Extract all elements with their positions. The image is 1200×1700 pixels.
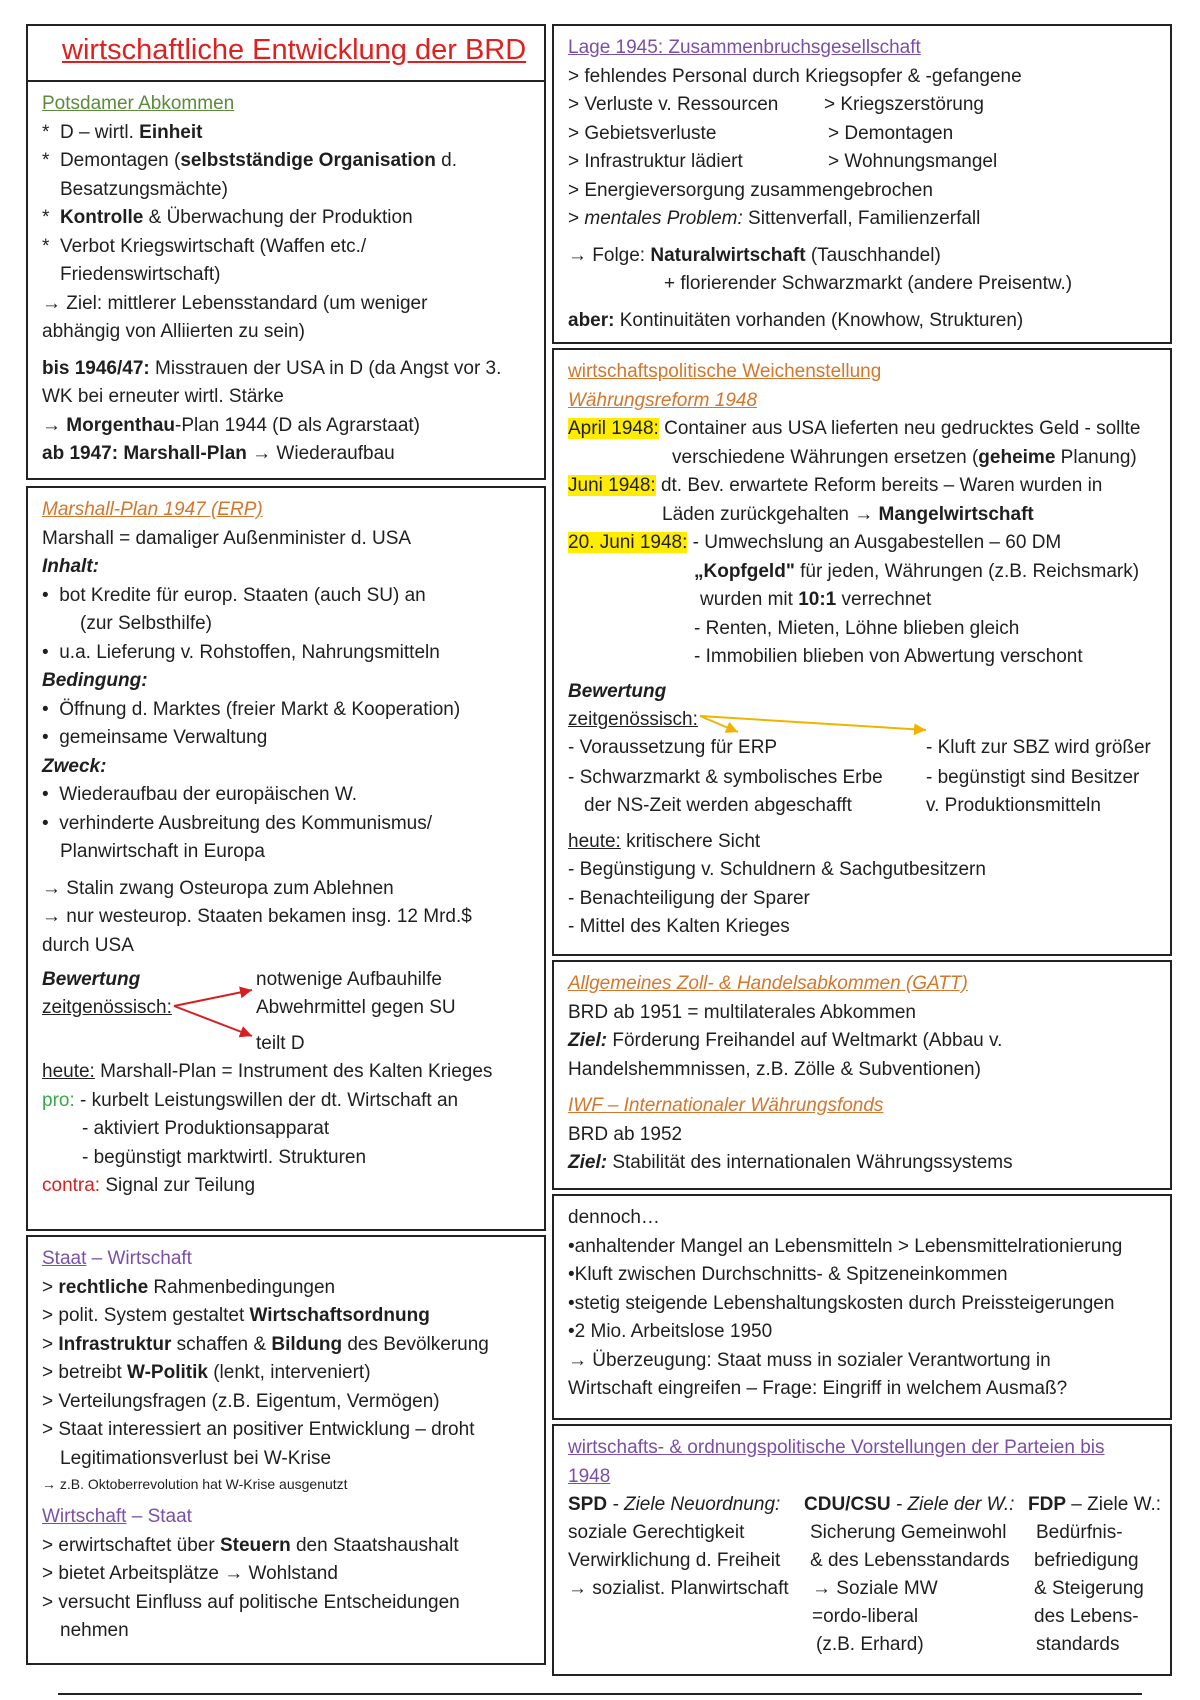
list-item: > rechtliche Rahmenbedingungen: [42, 1276, 336, 1298]
folge-line: → Folge: Naturalwirtschaft (Tauschhandel): [568, 244, 941, 266]
gatt-heading: Allgemeines Zoll- & Handelsabkommen (GATT): [568, 973, 968, 994]
cdu-item: =ordo-liberal: [812, 1606, 919, 1627]
timeline-entry: Juni 1948: dt. Bev. erwartete Reform bereits – Waren wurden in: [568, 475, 1103, 496]
subheading: Zweck:: [42, 755, 107, 777]
timeline-cont: - Renten, Mieten, Löhne blieben gleich: [694, 617, 1020, 639]
staat-heading: Staat – Wirtschaft: [42, 1248, 192, 1269]
weichen-section: [552, 348, 1172, 956]
eval-item: - begünstigt sind Besitzer: [926, 766, 1140, 788]
subheading: Bedingung:: [42, 670, 148, 691]
list-item: > Energieversorgung zusammengebrochen: [568, 179, 933, 201]
cdu-item: (z.B. Erhard): [816, 1634, 924, 1655]
pro-line: - begünstigt marktwirtl. Strukturen: [82, 1146, 367, 1168]
fdp-item: standards: [1036, 1634, 1120, 1655]
staat-section: [26, 1235, 546, 1665]
text-line: BRD ab 1951 = multilaterales Abkommen: [568, 1001, 916, 1023]
text-line: → nur westeurop. Staaten bekamen insg. 12 Mrd.$: [42, 906, 472, 927]
list-item: * Kontrolle & Überwachung der Produktion: [42, 207, 413, 228]
parteien-section: [552, 1424, 1172, 1676]
list-item: > bietet Arbeitsplätze → Wohlstand: [42, 1563, 338, 1584]
text-line: Handelshemmnissen, z.B. Zölle & Subventionen): [568, 1058, 981, 1080]
dennoch-heading: dennoch…: [568, 1207, 660, 1228]
list-item: •2 Mio. Arbeitslose 1950: [568, 1321, 773, 1342]
page-title-box: [26, 24, 546, 80]
list-item: •stetig steigende Lebenshaltungskosten durch Preissteigerungen: [568, 1292, 1115, 1314]
list-row: > Verluste v. Ressourcen > Kriegszerstörung: [568, 94, 984, 115]
list-item: > Infrastruktur schaffen & Bildung des Bevölkerung: [42, 1333, 489, 1355]
text-line: Ziel: Förderung Freihandel auf Weltmarkt (Abbau v.: [568, 1030, 1003, 1051]
eval-item: - Schwarzmarkt & symbolisches Erbe: [568, 766, 883, 788]
list-item: * D – wirtl. Einheit: [42, 121, 203, 143]
text-line: Wirtschaft eingreifen – Frage: Eingriff in welchem Ausmaß?: [568, 1378, 1068, 1399]
fdp-header: FDP – Ziele W.:: [1028, 1494, 1162, 1515]
marshall-section: [26, 486, 546, 1231]
eval-item: Abwehrmittel gegen SU: [256, 997, 456, 1018]
list-item: > mentales Problem: Sittenverfall, Familienzerfall: [568, 208, 981, 229]
text-line: heute: kritischere Sicht: [568, 830, 761, 852]
page-title: wirtschaftliche Entwicklung der BRD: [62, 34, 527, 66]
ziel-line: abhängig von Alliierten zu sein): [42, 321, 306, 342]
list-item: • bot Kredite für europ. Staaten (auch SU) an: [42, 584, 426, 606]
list-item: • Öffnung d. Marktes (freier Markt & Kooperation): [42, 698, 461, 720]
eval-item: notwenige Aufbauhilfe: [256, 969, 442, 990]
ziel-line: → Ziel: mittlerer Lebensstandard (um weniger: [42, 292, 428, 314]
list-item: • gemeinsame Verwaltung: [42, 727, 268, 748]
list-item-cont: Legitimationsverlust bei W-Krise: [60, 1447, 332, 1469]
eval-item: teilt D: [256, 1033, 305, 1054]
list-item-cont: nehmen: [60, 1620, 129, 1641]
list-item: > betreibt W-Politik (lenkt, interveniert): [42, 1362, 371, 1383]
red-arrows: [172, 966, 262, 1046]
list-item: > versucht Einfluss auf politische Entscheidungen: [42, 1591, 460, 1613]
potsdam-section: [26, 80, 546, 480]
dennoch-section: [552, 1194, 1172, 1420]
text-line: WK bei erneuter wirtl. Stärke: [42, 386, 284, 407]
list-item-cont: Besatzungsmächte): [60, 178, 228, 200]
list-item: • verhinderte Ausbreitung des Kommunismus/: [42, 812, 433, 834]
list-item: - Benachteiligung der Sparer: [568, 887, 810, 909]
text-line: heute: Marshall-Plan = Instrument des Kalten Krieges: [42, 1061, 493, 1082]
cdu-header: CDU/CSU - Ziele der W.:: [804, 1494, 1015, 1515]
yellow-arrows: [698, 708, 938, 748]
timeline-cont: wurden mit 10:1 verrechnet: [700, 589, 932, 610]
list-item: * Verbot Kriegswirtschaft (Waffen etc./: [42, 235, 367, 257]
parteien-heading: wirtschafts- & ordnungspolitische Vorstellungen der Parteien bis: [568, 1437, 1105, 1458]
eval-item: - Kluft zur SBZ wird größer: [926, 736, 1151, 758]
bewertung-block: [568, 678, 1156, 828]
pro-line: pro: - kurbelt Leistungswillen der dt. Wirtschaft an: [42, 1089, 459, 1111]
spd-item: soziale Gerechtigkeit: [568, 1522, 745, 1543]
text-line: → Stalin zwang Osteuropa zum Ablehnen: [42, 877, 394, 899]
pro-line: - aktiviert Produktionsapparat: [82, 1118, 330, 1139]
iwf-heading: IWF – Internationaler Währungsfonds: [568, 1095, 884, 1116]
cdu-item: & des Lebensstandards: [810, 1550, 1010, 1571]
list-item: •Kluft zwischen Durchschnitts- & Spitzeneinkommen: [568, 1264, 1008, 1285]
list-item: > polit. System gestaltet Wirtschaftsordnung: [42, 1305, 430, 1326]
bewertung-label: Bewertung: [42, 969, 141, 990]
zeitgen-label: zeitgenössisch:: [42, 997, 172, 1018]
list-item: - Mittel des Kalten Krieges: [568, 916, 790, 937]
list-item: > erwirtschaftet über Steuern den Staatshaushalt: [42, 1534, 459, 1556]
list-item: - Begünstigung v. Schuldnern & Sachgutbesitzern: [568, 859, 986, 880]
list-item: > Staat interessiert an positiver Entwicklung – droht: [42, 1419, 475, 1440]
subheading: Inhalt:: [42, 556, 99, 577]
fdp-item: Bedürfnis-: [1036, 1522, 1123, 1543]
timeline-cont: Läden zurückgehalten → Mangelwirtschaft: [662, 503, 1034, 525]
gatt-section: [552, 960, 1172, 1190]
list-item: > Verteilungsfragen (z.B. Eigentum, Vermögen): [42, 1390, 440, 1412]
cdu-item: Sicherung Gemeinwohl: [810, 1522, 1007, 1543]
wirtschaft-heading: Wirtschaft – Staat: [42, 1506, 192, 1527]
eval-item: der NS-Zeit werden abgeschafft: [584, 794, 852, 816]
text-line: bis 1946/47: Misstrauen der USA in D (da Angst vor 3.: [42, 357, 502, 379]
contra-line: contra: Signal zur Teilung: [42, 1175, 256, 1196]
text-line: BRD ab 1952: [568, 1123, 683, 1145]
note-line: → z.B. Oktoberrevolution hat W-Krise ausgenutzt: [42, 1476, 348, 1492]
text-line: → Morgenthau-Plan 1944 (D als Agrarstaat): [42, 414, 421, 436]
list-item-cont: Friedenswirtschaft): [60, 264, 221, 285]
folge-line: + florierender Schwarzmarkt (andere Preisentw.): [664, 273, 1073, 294]
eval-item: - Voraussetzung für ERP: [568, 736, 778, 758]
list-item: * Demontagen (selbstständige Organisation d.: [42, 150, 457, 171]
text-line: ab 1947: Marshall-Plan → Wiederaufbau: [42, 443, 395, 464]
list-item: • u.a. Lieferung v. Rohstoffen, Nahrungsmitteln: [42, 641, 440, 663]
bottom-divider: [58, 1693, 1142, 1695]
text-line: durch USA: [42, 934, 134, 956]
list-row: > Infrastruktur lädiert > Wohnungsmangel: [568, 151, 998, 172]
zeitgen-label: zeitgenössisch:: [568, 708, 698, 730]
spd-header: SPD - Ziele Neuordnung:: [568, 1494, 781, 1515]
potsdam-heading: Potsdamer Abkommen: [42, 93, 235, 114]
spd-item: Verwirklichung d. Freiheit: [568, 1550, 781, 1571]
fdp-item: & Steigerung: [1034, 1578, 1144, 1599]
timeline-entry: 20. Juni 1948: - Umwechslung an Ausgabestellen – 60 DM: [568, 532, 1062, 553]
list-item-cont: Planwirtschaft in Europa: [60, 841, 265, 862]
parteien-heading-cont: 1948: [568, 1465, 611, 1487]
bewertung-block: [42, 966, 530, 1058]
lage-section: [552, 24, 1172, 344]
list-item: •anhaltender Mangel an Lebensmitteln > Lebensmittelrationierung: [568, 1235, 1123, 1257]
waehrungsreform-heading: Währungsreform 1948: [568, 389, 758, 411]
timeline-cont: verschiedene Währungen ersetzen (geheime Planung): [672, 446, 1137, 468]
list-item-cont: (zur Selbsthilfe): [80, 613, 212, 634]
eval-item: v. Produktionsmitteln: [926, 794, 1101, 816]
weichen-heading: wirtschaftspolitische Weichenstellung: [568, 361, 882, 382]
cdu-item: → Soziale MW: [812, 1578, 938, 1599]
list-row: > Gebietsverluste > Demontagen: [568, 122, 954, 144]
text-line: Ziel: Stabilität des internationalen Währungssystems: [568, 1152, 1013, 1173]
list-item: > fehlendes Personal durch Kriegsopfer & -gefangene: [568, 65, 1022, 87]
lage-heading: Lage 1945: Zusammenbruchsgesellschaft: [568, 37, 921, 58]
list-item: • Wiederaufbau der europäischen W.: [42, 784, 358, 805]
marshall-heading: Marshall-Plan 1947 (ERP): [42, 499, 263, 520]
timeline-entry: April 1948: Container aus USA lieferten neu gedrucktes Geld - sollte: [568, 418, 1141, 439]
text-line: → Überzeugung: Staat muss in sozialer Verantwortung in: [568, 1349, 1051, 1371]
text-line: Marshall = damaliger Außenminister d. USA: [42, 527, 412, 549]
spd-item: → sozialist. Planwirtschaft: [568, 1578, 789, 1599]
fdp-item: des Lebens-: [1034, 1606, 1139, 1627]
timeline-cont: „Kopfgeld" für jeden, Währungen (z.B. Reichsmark): [694, 560, 1140, 582]
aber-line: aber: Kontinuitäten vorhanden (Knowhow, Strukturen): [568, 309, 1024, 331]
parteien-grid: [568, 1491, 1162, 1659]
fdp-item: befriedigung: [1034, 1550, 1139, 1571]
bewertung-label: Bewertung: [568, 680, 667, 702]
timeline-cont: - Immobilien blieben von Abwertung verschont: [694, 646, 1083, 667]
